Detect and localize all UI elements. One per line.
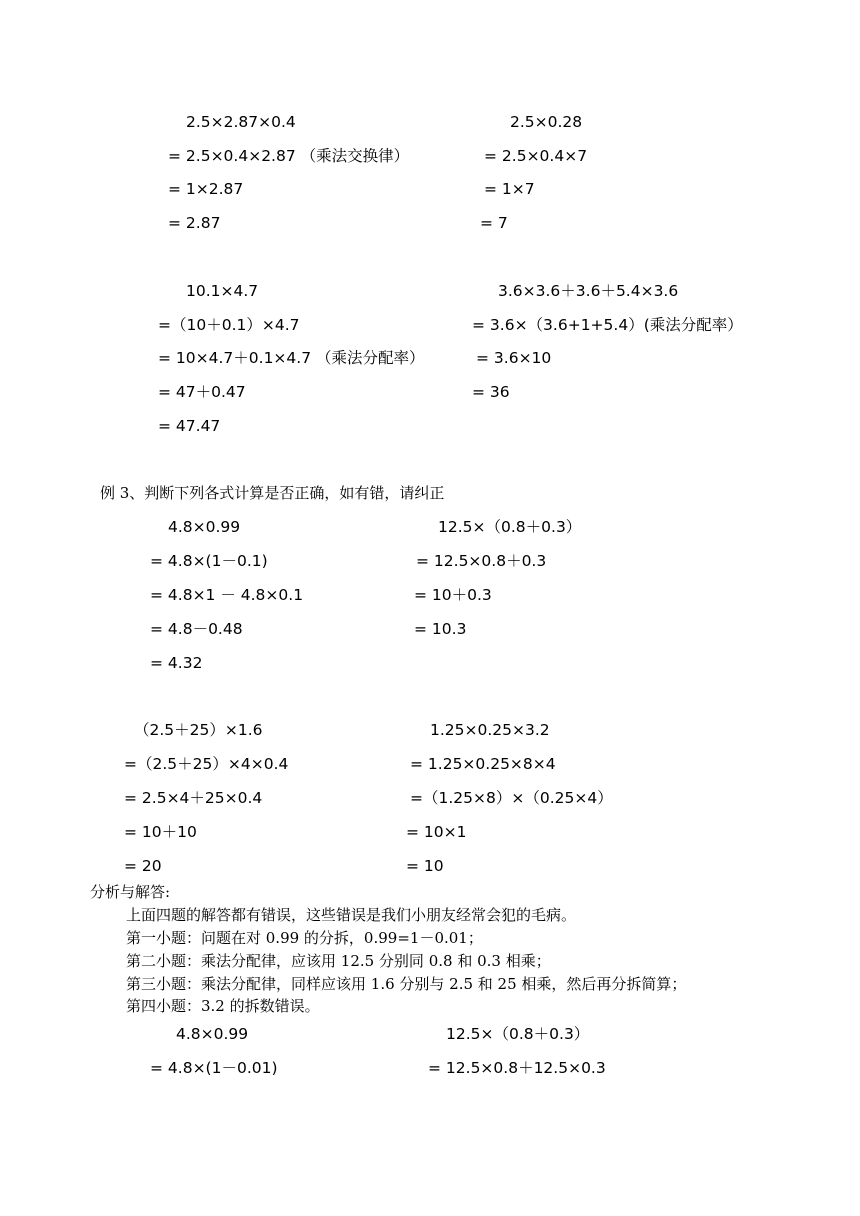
expr-line: = 2.5×4＋25×0.4: [124, 789, 263, 807]
expr-line: = 12.5×0.8＋12.5×0.3: [428, 1059, 606, 1077]
expr-line: = 4.8－0.48: [150, 620, 243, 638]
expr-line: 12.5×（0.8＋0.3）: [446, 1025, 590, 1043]
expr-line: = 4.8×(1－0.1): [150, 552, 268, 570]
expr-line: = 1.25×0.25×8×4: [410, 755, 556, 773]
expr-line: =（1.25×8）×（0.25×4）: [410, 789, 613, 807]
expr-line: 1.25×0.25×3.2: [430, 721, 550, 739]
analysis-line: 第三小题：乘法分配律，同样应该用 1.6 分别与 2.5 和 25 相乘，然后再分拆简算；: [126, 975, 687, 993]
expr-line: 10.1×4.7: [186, 282, 259, 300]
expr-line: 2.5×2.87×0.4: [186, 113, 296, 131]
expr-line: = 20: [124, 857, 162, 875]
expr-line: = 4.8×(1－0.01): [150, 1059, 278, 1077]
expr-line: = 10.3: [414, 620, 467, 638]
analysis-title: 分析与解答:: [90, 883, 171, 901]
expr-line: 4.8×0.99: [168, 518, 241, 536]
expr-line: =（10＋0.1）×4.7: [158, 316, 300, 334]
expr-line: = 12.5×0.8＋0.3: [416, 552, 547, 570]
analysis-line: 第二小题：乘法分配律，应该用 12.5 分别同 0.8 和 0.3 相乘；: [126, 952, 551, 970]
expr-line: = 36: [472, 383, 510, 401]
expr-line: = 3.6×（3.6+1+5.4）(乘法分配率）: [472, 316, 743, 334]
expr-line: = 3.6×10: [476, 349, 552, 367]
analysis-line: 第四小题：3.2 的拆数错误。: [126, 997, 320, 1015]
expr-line: 2.5×0.28: [510, 113, 583, 131]
expr-line: = 10＋10: [124, 823, 197, 841]
expr-line: = 1×2.87: [168, 180, 244, 198]
expr-line: = 10＋0.3: [414, 586, 492, 604]
expr-line: 4.8×0.99: [176, 1025, 249, 1043]
expr-line: = 10×1: [406, 823, 467, 841]
expr-line: = 47.47: [158, 417, 221, 435]
expr-line: = 1×7: [484, 180, 535, 198]
expr-line: = 47＋0.47: [158, 383, 246, 401]
expr-line: = 7: [480, 214, 508, 232]
expr-line: = 4.8×1 － 4.8×0.1: [150, 586, 304, 604]
expr-line: （2.5＋25）×1.6: [134, 721, 263, 739]
expr-line: 3.6×3.6＋3.6＋5.4×3.6: [498, 282, 679, 300]
expr-line: = 10: [406, 857, 444, 875]
expr-line: = 2.5×0.4×2.87 （乘法交换律）: [168, 147, 410, 165]
expr-line: 12.5×（0.8＋0.3）: [438, 518, 582, 536]
expr-line: = 10×4.7＋0.1×4.7 （乘法分配率）: [158, 349, 425, 367]
expr-line: = 2.5×0.4×7: [484, 147, 588, 165]
analysis-line: 第一小题：问题在对 0.99 的分拆，0.99=1－0.01；: [126, 929, 483, 947]
expr-line: =（2.5＋25）×4×0.4: [124, 755, 289, 773]
expr-line: = 4.32: [150, 654, 203, 672]
expr-line: = 2.87: [168, 214, 221, 232]
analysis-line: 上面四题的解答都有错误，这些错误是我们小朋友经常会犯的毛病。: [126, 906, 577, 924]
example-3-title: 例 3、判断下列各式计算是否正确，如有错，请纠正: [100, 484, 445, 502]
